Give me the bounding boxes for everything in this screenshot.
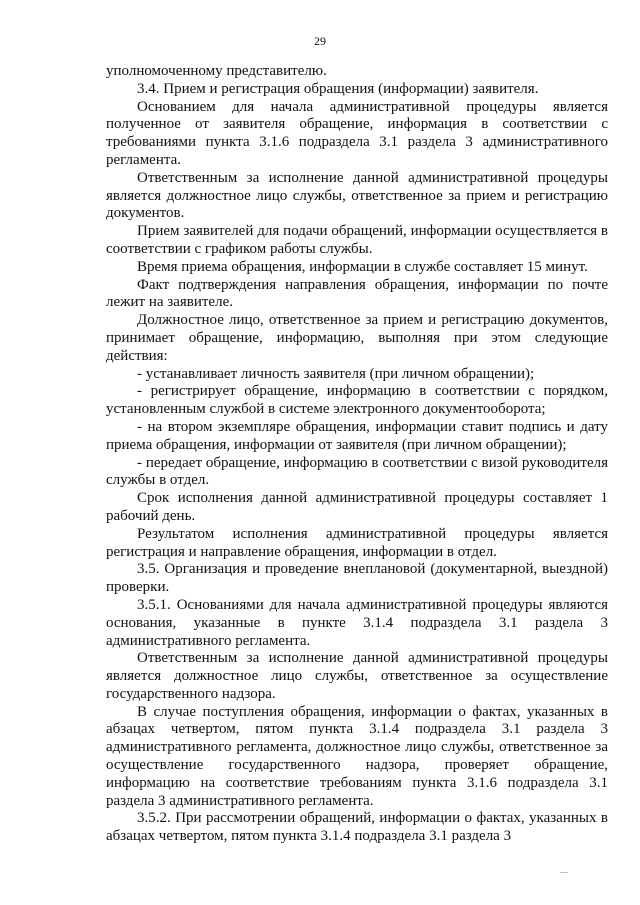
paragraph: Ответственным за исполнение данной административной процедуры является должностное лицо службы, ответственное за прием и регистрацию документов. [106, 169, 608, 222]
page-number: 29 [314, 34, 326, 48]
scan-artifact [560, 872, 568, 873]
paragraph: Прием заявителей для подачи обращений, информации осуществляется в соответствии с графиком работы службы. [106, 223, 608, 257]
paragraph: В случае поступления обращения, информации о фактах, указанных в абзацах четвертом, пятом пункта 3.1.4 подраздела 3.1 раздела 3 административного регламента, должностное лицо службы, ответственное за осуществление государственного надзора, проверяет обращение, информацию на соответствие требованиям пункта 3.1.6 подраздела 3.1 раздела 3 административного регламента. [106, 703, 608, 809]
section-heading-3-4: 3.4. Прием и регистрация обращения (информации) заявителя. [137, 80, 539, 97]
paragraph: Основанием для начала административной процедуры является полученное от заявителя обращение, информация в соответствии с требованиями пункта 3.1.6 подраздела 3.1 раздела 3 административного регламента. [106, 98, 608, 168]
list-item: - передает обращение, информацию в соответствии с визой руководителя службы в отдел. [106, 454, 608, 489]
list-item: - на втором экземпляре обращения, информации ставит подпись и дату приема обращения, информации от заявителя (при личном обращении); [106, 418, 608, 453]
paragraph: Факт подтверждения направления обращения, информации по почте лежит на заявителе. [106, 276, 608, 311]
list-item: - регистрирует обращение, информацию в соответствии с порядком, установленным службой в системе электронного документооборота; [106, 383, 608, 418]
section-heading-3-5: 3.5. Организация и проведение внеплановой (документарной, выездной) проверки. [106, 561, 608, 596]
paragraph: Срок исполнения данной административной процедуры составляет 1 рабочий день. [106, 490, 608, 524]
paragraph-continuation: уполномоченному представителю. [106, 63, 327, 79]
paragraph: Ответственным за исполнение данной административной процедуры является должностное лицо службы, ответственное за осуществление государственного надзора. [106, 650, 608, 702]
list-item: - устанавливает личность заявителя (при личном обращении); [137, 365, 535, 382]
paragraph: Результатом исполнения административной процедуры является регистрация и направление обращения, информации в отдел. [106, 525, 608, 560]
paragraph: Должностное лицо, ответственное за прием и регистрацию документов, принимает обращение, информацию, выполняя при этом следующие действия: [106, 312, 608, 364]
paragraph: 3.5.1. Основаниями для начала административной процедуры являются основания, указанные в пункте 3.1.4 подраздела 3.1 раздела 3 административного регламента. [106, 596, 608, 649]
document-body [106, 63, 608, 846]
paragraph: Время приема обращения, информации в службе составляет 15 минут. [137, 258, 588, 275]
paragraph: 3.5.2. При рассмотрении обращений, информации о фактах, указанных в абзацах четвертом, пятом пункта 3.1.4 подраздела 3.1 раздела 3 [106, 810, 608, 845]
